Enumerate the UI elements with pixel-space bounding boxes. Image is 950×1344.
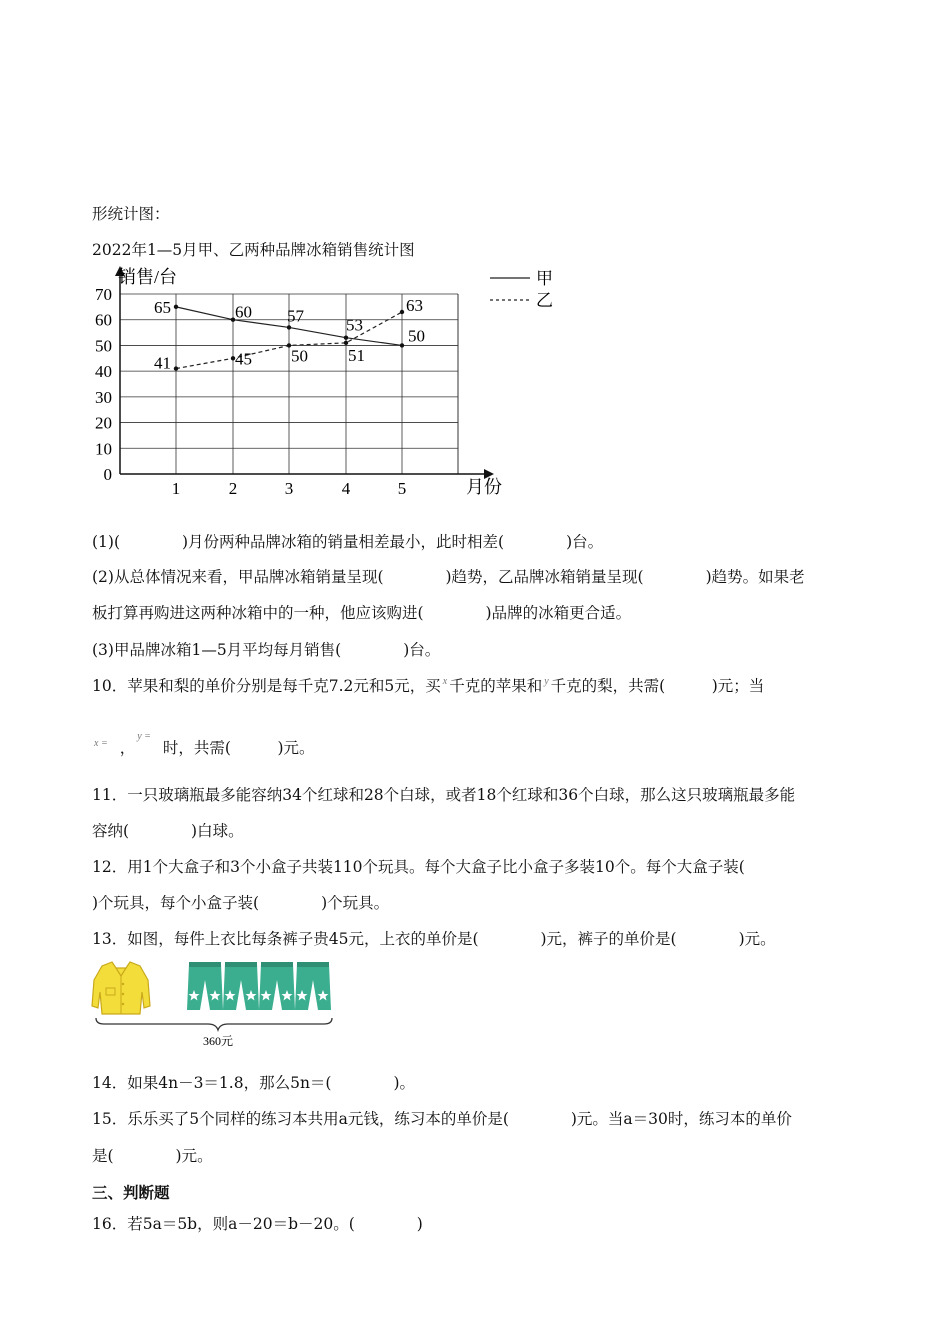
- pants-icon: [187, 962, 223, 1010]
- data-point: [400, 343, 404, 347]
- pants-body: [295, 964, 331, 1010]
- y-tick-label: 20: [95, 413, 112, 433]
- legend-label-yi: 乙: [536, 291, 553, 310]
- data-label: 53: [346, 315, 363, 335]
- section-3-heading: 三、判断题: [92, 1183, 170, 1202]
- y-tick-label: 10: [95, 439, 112, 459]
- x-tick-label: 5: [397, 479, 407, 498]
- total-brace: [96, 1018, 332, 1030]
- x-axis-label: 月份: [466, 477, 502, 497]
- pants-icon: [295, 962, 331, 1010]
- q14-text: 14．如果4n－3＝1.8，那么5n＝( )。: [92, 1074, 416, 1092]
- q11-line2: 容纳( )白球。: [92, 822, 244, 840]
- y-tick-label: 40: [95, 362, 112, 382]
- data-label: 45: [235, 349, 252, 369]
- data-label: 60: [235, 302, 252, 322]
- y-tick-label: 60: [95, 310, 112, 330]
- q10-text-b: 千克的苹果和: [449, 677, 543, 695]
- pants-group: [187, 962, 331, 1010]
- y-tick-label: 50: [95, 336, 112, 356]
- q12-line2: )个玩具，每个小盒子装( )个玩具。: [92, 894, 390, 912]
- q10-var-y: y: [544, 676, 549, 687]
- q10-line1: [92, 676, 764, 699]
- data-label: 50: [291, 346, 308, 366]
- shirt-icon: [92, 962, 150, 1014]
- x-tick-label: 1: [171, 479, 181, 498]
- q10-text-a: 10．苹果和梨的单价分别是每千克7.2元和5元，买: [92, 677, 441, 695]
- q9-part3: (3)甲品牌冰箱1—5月平均每月销售( )台。: [92, 641, 441, 659]
- q10-comma: ，: [119, 739, 136, 757]
- y-tick-label: 0: [103, 465, 112, 484]
- legend-label-jia: 甲: [536, 269, 553, 288]
- pants-waistband: [225, 962, 257, 967]
- q12-line1: 12．用1个大盒子和3个小盒子共装110个玩具。每个大盒子比小盒子多装10个。每个大盒子装(: [92, 858, 745, 876]
- data-point: [344, 336, 348, 340]
- total-price-label: 360元: [203, 1034, 234, 1048]
- x-tick-label: 3: [284, 479, 294, 498]
- q9-part2b: 板打算再购进这两种冰箱中的一种，他应该购进( )品牌的冰箱更合适。: [92, 604, 632, 622]
- pants-icon: [259, 962, 295, 1010]
- data-label: 51: [348, 345, 365, 365]
- chart-axes: [115, 266, 494, 479]
- data-point: [287, 325, 291, 329]
- y-tick-label: 70: [95, 285, 112, 304]
- data-label: 65: [154, 297, 171, 317]
- chart-series: [154, 296, 425, 373]
- chart-caption: 2022年1—5月甲、乙两种品牌冰箱销售统计图: [92, 241, 415, 259]
- data-label: 63: [406, 296, 423, 315]
- data-point: [174, 366, 178, 370]
- q9-part2a: (2)从总体情况来看，甲品牌冰箱销量呈现( )趋势，乙品牌冰箱销量呈现( )趋势。如果老: [92, 568, 805, 586]
- x-tick-label: 4: [341, 479, 351, 498]
- q9-part1: (1)( )月份两种品牌冰箱的销量相差最小，此时相差( )台。: [92, 533, 604, 551]
- q10-x-equals: x =: [94, 738, 108, 749]
- pants-body: [223, 964, 259, 1010]
- data-label: 50: [408, 326, 425, 346]
- q15-line2: 是( )元。: [92, 1147, 213, 1165]
- x-tick-label: 2: [228, 479, 238, 498]
- data-point: [174, 305, 178, 309]
- data-label: 57: [287, 306, 304, 326]
- y-axis-label: 销售/台: [118, 267, 178, 287]
- pants-icon: [223, 962, 259, 1010]
- pants-waistband: [261, 962, 293, 967]
- sales-line-chart: [88, 264, 568, 502]
- q13-clothes-figure: [90, 956, 340, 1052]
- pants-body: [187, 964, 223, 1010]
- pants-waistband: [189, 962, 221, 967]
- q13-text: 13．如图，每件上衣比每条裤子贵45元，上衣的单价是( )元，裤子的单价是( )元。: [92, 930, 776, 948]
- q11-line1: 11．一只玻璃瓶最多能容纳34个红球和28个白球，或者18个红球和36个白球，那么这只玻璃瓶最多能: [92, 786, 796, 804]
- pants-body: [259, 964, 295, 1010]
- y-tick-label: 30: [95, 387, 112, 407]
- q10-var-x: x: [442, 676, 448, 687]
- pants-waistband: [297, 962, 329, 967]
- q16-text: 16．若5a＝5b，则a－20＝b－20。( ): [92, 1215, 423, 1233]
- data-point: [344, 341, 348, 345]
- q10-line2: [92, 731, 315, 761]
- q10-y-equals: y =: [137, 731, 151, 742]
- q15-line1: 15．乐乐买了5个同样的练习本共用a元钱，练习本的单价是( )元。当a＝30时，练习本的单价: [92, 1110, 792, 1128]
- data-label: 41: [154, 353, 171, 373]
- q10-text-c: 千克的梨，共需( )元；当: [550, 677, 765, 695]
- q10-text-d: 时，共需( )元。: [162, 739, 315, 757]
- intro-text: 形统计图：: [92, 205, 170, 223]
- data-point: [400, 310, 404, 314]
